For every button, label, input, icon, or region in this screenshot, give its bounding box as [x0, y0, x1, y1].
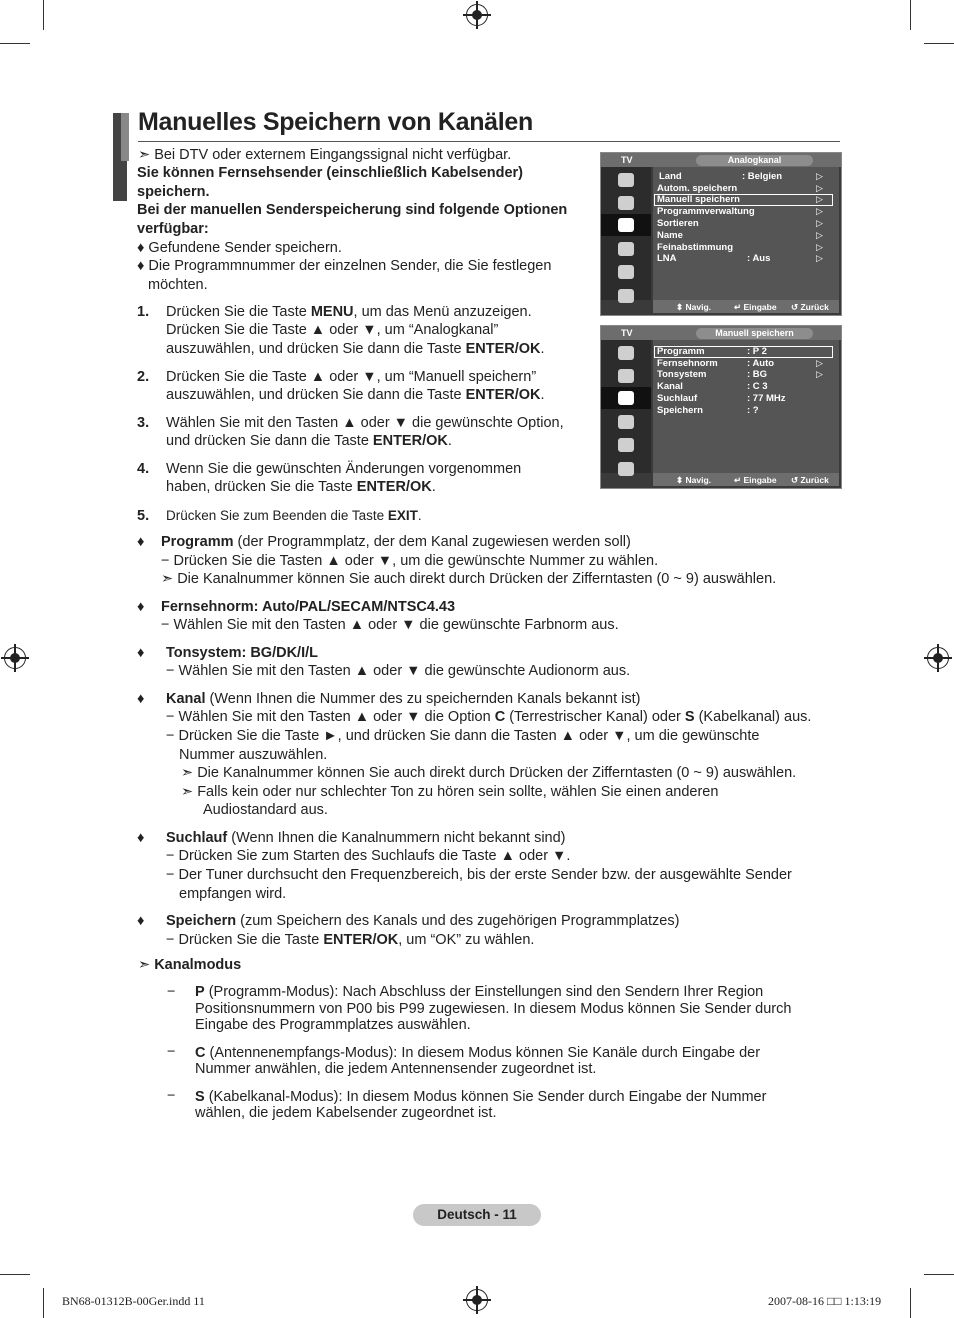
kanalmodus-line: S (Kabelkanal-Modus): In diesem Modus können Sie Sender durch Eingabe der Nummer [195, 1089, 767, 1105]
osd-row-value: : C 3 [747, 381, 768, 392]
step-text: Wählen Sie mit den Tasten ▲ oder ▼ die gewünschte Option, [166, 415, 564, 431]
arrow-right-icon: ▷ [816, 230, 823, 240]
osd-row-label[interactable]: Tonsystem [657, 369, 707, 380]
bullet-icon: ♦ [137, 913, 145, 929]
registration-mark-icon [466, 1289, 488, 1311]
section-fernsehnorm-head: Fernsehnorm: Auto/PAL/SECAM/NTSC4.43 [161, 599, 456, 615]
kanalmodus-head: ➣ Kanalmodus [138, 957, 242, 973]
sound-icon[interactable] [618, 369, 634, 383]
arrow-right-icon: ▷ [816, 194, 823, 204]
osd-row-label[interactable]: LNA [657, 253, 677, 264]
osd-row-label[interactable]: Suchlauf [657, 393, 698, 404]
setup-icon[interactable] [618, 242, 634, 256]
kanalmodus-line: wählen, die jedem Kabelsender zugeordnet ist. [195, 1105, 497, 1121]
channel-icon[interactable] [618, 391, 634, 405]
crop-mark [43, 1288, 44, 1318]
bullet-icon: ♦ [137, 691, 145, 707]
kanalmodus-line: Positionsnummern von P00 bis P99 zugewiesen. In diesem Modus können Sie Sender durch [195, 1001, 792, 1017]
section-line: Nummer auszuwählen. [179, 747, 328, 763]
step-text: Drücken Sie die Taste ▲ oder ▼, um “Analogkanal” [166, 322, 499, 338]
osd-row-value: : Auto [747, 358, 775, 369]
kanalmodus-line: Nummer anwählen, die jedem Antennensender zugeordnet ist. [195, 1061, 597, 1077]
registration-mark-icon [927, 647, 949, 669]
osd-footer-back: ↺ Zurück [791, 475, 829, 485]
arrow-right-icon: ▷ [816, 171, 823, 181]
step-number: 4. [137, 461, 150, 477]
osd-row-label[interactable]: Feinabstimmung [657, 242, 734, 253]
section-line: empfangen wird. [179, 886, 287, 902]
osd-row-label[interactable]: Programm [657, 346, 705, 357]
osd-menu-title: Manuell speichern [696, 328, 813, 339]
osd-footer-enter: ↵ Eingabe [734, 302, 777, 312]
section-note: ➣ Falls kein oder nur schlechter Ton zu hören sein sollte, wählen Sie einen anderen [181, 784, 719, 800]
osd-row-value: : P 2 [747, 346, 767, 357]
dash-icon: − [167, 1044, 176, 1060]
section-suchlauf-head: Suchlauf (Wenn Ihnen die Kanalnummern nicht bekannt sind) [166, 830, 566, 846]
application-icon[interactable] [618, 462, 634, 476]
kanalmodus-line: Eingabe des Programmplatzes auswählen. [195, 1017, 471, 1033]
bullet-icon: ♦ [137, 534, 145, 550]
intro-bold: speichern. [137, 184, 210, 200]
step-text: haben, drücken Sie die Taste ENTER/OK. [166, 479, 436, 495]
bullet-icon: ♦ [137, 830, 145, 846]
osd-footer-enter: ↵ Eingabe [734, 475, 777, 485]
arrow-right-icon: ▷ [816, 242, 823, 252]
section-line: − Drücken Sie die Taste ►, und drücken Sie dann die Tasten ▲ oder ▼, um die gewünschte [166, 728, 760, 744]
osd-row-label[interactable]: Programmverwaltung [657, 206, 755, 217]
crop-mark [43, 0, 44, 30]
osd-footer-nav: ⬍ Navig. [676, 302, 711, 312]
osd-row-value: : Belgien [742, 171, 783, 182]
section-line: − Wählen Sie mit den Tasten ▲ oder ▼ die gewünschte Farbnorm aus. [161, 617, 619, 633]
intro-bold: verfügbar: [137, 221, 209, 237]
dash-icon: − [167, 1088, 176, 1104]
osd-row-value: : Aus [747, 253, 771, 264]
bullet-icon: ♦ [137, 645, 145, 661]
section-note: ➣ Die Kanalnummer können Sie auch direkt durch Drücken der Zifferntasten (0 ~ 9) auswählen. [161, 571, 777, 587]
section-kanal-head: Kanal (Wenn Ihnen die Nummer des zu speichernden Kanals bekannt ist) [166, 691, 641, 707]
osd-row-label[interactable]: Manuell speichern [657, 194, 740, 205]
osd-row-label[interactable]: Land [659, 171, 682, 182]
registration-mark-icon [466, 4, 488, 26]
arrow-right-icon: ▷ [816, 253, 823, 263]
date-slug: 2007-08-16 □□ 1:13:19 [768, 1294, 882, 1308]
section-note: ➣ Die Kanalnummer können Sie auch direkt durch Drücken der Zifferntasten (0 ~ 9) auswählen. [181, 765, 797, 781]
crop-mark [910, 1288, 911, 1318]
step-text: Drücken Sie zum Beenden die Taste EXIT. [166, 508, 422, 523]
osd-row-label[interactable]: Sortieren [657, 218, 699, 229]
intro-note: ➣ Bei DTV oder externem Eingangssignal nicht verfügbar. [138, 147, 512, 163]
application-icon[interactable] [618, 289, 634, 303]
file-slug: BN68-01312B-00Ger.indd 11 [62, 1294, 205, 1308]
input-icon[interactable] [618, 265, 634, 279]
step-text: auszuwählen, und drücken Sie dann die Taste ENTER/OK. [166, 387, 545, 403]
sound-icon[interactable] [618, 196, 634, 210]
crop-mark [924, 1274, 954, 1275]
step-number: 2. [137, 369, 150, 385]
section-line: − Wählen Sie mit den Tasten ▲ oder ▼ die Option C (Terrestrischer Kanal) oder S (Kabelkanal) aus. [166, 709, 812, 725]
step-number: 5. [137, 508, 150, 524]
intro-bold: Sie können Fernsehsender (einschließlich Kabelsender) [137, 165, 523, 181]
channel-icon[interactable] [618, 218, 634, 232]
kanalmodus-line: P (Programm-Modus): Nach Abschluss der Einstellungen sind den Sendern Ihrer Region [195, 984, 764, 1000]
step-text: Drücken Sie die Taste ▲ oder ▼, um “Manuell speichern” [166, 369, 537, 385]
kanalmodus-line: C (Antennenempfangs-Modus): In diesem Modus können Sie Kanäle durch Eingabe der [195, 1045, 761, 1061]
osd-menu-title: Analogkanal [696, 155, 813, 166]
arrow-right-icon: ▷ [816, 369, 823, 379]
arrow-right-icon: ▷ [816, 218, 823, 228]
dash-icon: − [167, 984, 176, 1000]
input-icon[interactable] [618, 438, 634, 452]
section-line: − Drücken Sie zum Starten des Suchlaufs die Taste ▲ oder ▼. [166, 848, 571, 864]
osd-row-label[interactable]: Fernsehnorm [657, 358, 718, 369]
section-speichern-head: Speichern (zum Speichern des Kanals und des zugehörigen Programmplatzes) [166, 913, 680, 929]
osd-footer-nav: ⬍ Navig. [676, 475, 711, 485]
picture-icon[interactable] [618, 173, 634, 187]
registration-mark-icon [4, 647, 26, 669]
section-programm-head: Programm (der Programmplatz, der dem Kanal zugewiesen werden soll) [161, 534, 631, 550]
bullet-icon: ♦ [137, 599, 145, 615]
crop-mark [924, 43, 954, 44]
crop-mark [0, 43, 30, 44]
arrow-right-icon: ▷ [816, 183, 823, 193]
crop-mark [910, 0, 911, 30]
osd-row-value: : ? [747, 405, 759, 416]
title-divider [138, 141, 840, 142]
tv-menu-manuell-speichern [600, 325, 842, 489]
section-line: − Wählen Sie mit den Tasten ▲ oder ▼ die gewünschte Audionorm aus. [166, 663, 631, 679]
osd-row-label[interactable]: Speichern [657, 405, 703, 416]
osd-row-value: : BG [747, 369, 768, 380]
step-text: und drücken Sie dann die Taste ENTER/OK. [166, 433, 452, 449]
section-line: − Der Tuner durchsucht den Frequenzbereich, bis der erste Sender bzw. der ausgewählte Sender [166, 867, 792, 883]
section-tonsystem-head: Tonsystem: BG/DK/I/L [166, 645, 318, 661]
section-note: Audiostandard aus. [203, 802, 328, 818]
step-text: Wenn Sie die gewünschten Änderungen vorgenommen [166, 461, 522, 477]
step-text: Drücken Sie die Taste MENU, um das Menü anzuzeigen. [166, 304, 532, 320]
osd-row-label[interactable]: Kanal [657, 381, 683, 392]
osd-footer-back: ↺ Zurück [791, 302, 829, 312]
intro-item: ♦ Gefundene Sender speichern. [137, 240, 342, 256]
osd-tv-label: TV [621, 328, 633, 338]
step-number: 1. [137, 304, 150, 320]
step-text: auszuwählen, und drücken Sie dann die Taste ENTER/OK. [166, 341, 545, 357]
intro-item: ♦ Die Programmnummer der einzelnen Sender, die Sie festlegen [137, 258, 552, 274]
osd-row-label[interactable]: Autom. speichern [657, 183, 738, 194]
title-accent-bar [121, 113, 129, 161]
section-line: − Drücken Sie die Tasten ▲ oder ▼, um die gewünschte Nummer zu wählen. [161, 553, 659, 569]
tv-menu-analogkanal [600, 152, 842, 316]
intro-item: möchten. [148, 277, 208, 293]
osd-row-label[interactable]: Name [657, 230, 683, 241]
section-line: − Drücken Sie die Taste ENTER/OK, um “OK” zu wählen. [166, 932, 535, 948]
step-number: 3. [137, 415, 150, 431]
osd-row-value: : 77 MHz [747, 393, 786, 404]
arrow-right-icon: ▷ [816, 206, 823, 216]
intro-bold: Bei der manuellen Senderspeicherung sind folgende Optionen [137, 202, 568, 218]
page-title: Manuelles Speichern von Kanälen [138, 108, 533, 136]
crop-mark [0, 1274, 30, 1275]
page-number: Deutsch - 11 [413, 1204, 541, 1226]
picture-icon[interactable] [618, 346, 634, 360]
arrow-right-icon: ▷ [816, 358, 823, 368]
osd-tv-label: TV [621, 155, 633, 165]
setup-icon[interactable] [618, 415, 634, 429]
